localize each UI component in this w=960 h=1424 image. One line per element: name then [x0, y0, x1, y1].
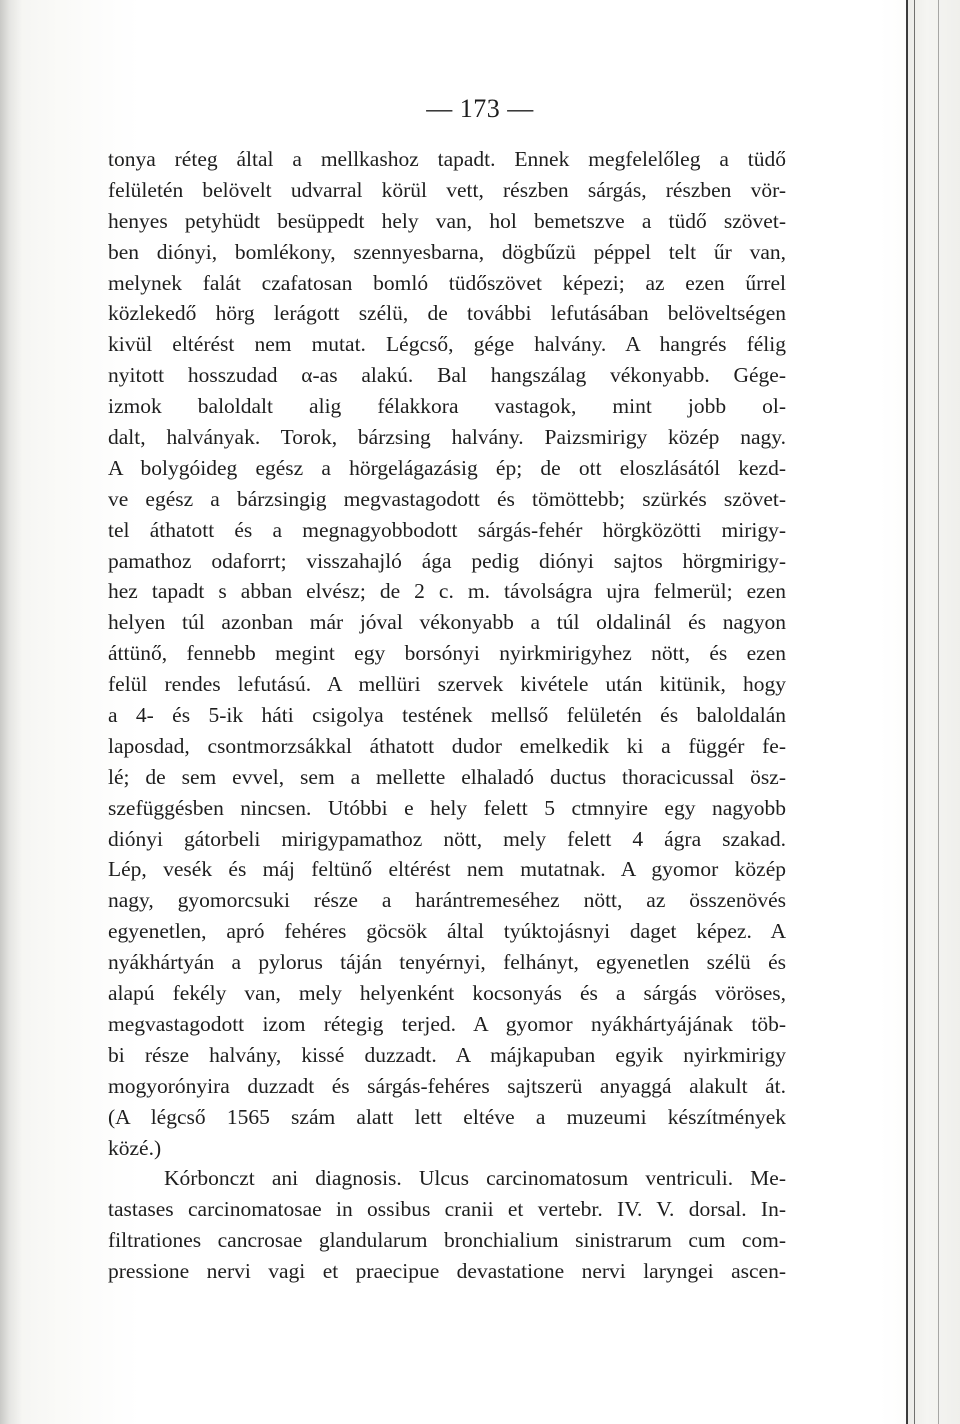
- text-line: pressione nervi vagi et praecipue devastatione nervi laryngei ascen-: [108, 1259, 786, 1284]
- text-line: tastases carcinomatosae in ossibus cranii et vertebr. IV. V. dorsal. In-: [108, 1197, 786, 1222]
- text-line: diónyi gátorbeli mirigypamathoz nött, mely felett 4 ágra szakad.: [108, 826, 786, 851]
- text-line: tonya réteg által a mellkashoz tapadt. Ennek megfelelőleg a tüdő: [108, 147, 786, 171]
- text-line: pamathoz odaforrt; visszahajló ága pedig diónyi sajtos hörgmirigy-: [108, 548, 786, 573]
- text-line: szefüggésben nincsen. Utóbbi e hely felett 5 ctmnyire egy nagyobb: [108, 795, 786, 820]
- text-line: felületén belövelt udvarral körül vett, részben sárgás, részben vör-: [108, 177, 786, 202]
- page-binding-shadow: [0, 0, 22, 1424]
- text-line: nagy, gyomorcsuki része a harántremeséhez nött, az összenövés: [108, 888, 786, 913]
- text-line: lé; de sem evvel, sem a mellette elhaladó ductus thoracicussal ösz-: [108, 764, 786, 789]
- page-number: — 173 —: [426, 94, 534, 123]
- text-line: nyitott hosszudad α-as alakú. Bal hangszálag vékonyabb. Gége-: [108, 363, 786, 388]
- text-line: közé.): [108, 1135, 162, 1160]
- text-line: ben diónyi, bomlékony, szennyesbarna, dögbűzü péppel telt űr van,: [108, 239, 786, 264]
- text-line: megvastagodott izom rétegig terjed. A gyomor nyákhártyájának töb-: [108, 1011, 786, 1036]
- body-text: [108, 144, 786, 1287]
- text-line: a 4- és 5-ik háti csigolya testének mellső felületén és baloldalán: [108, 703, 786, 728]
- page-edge-line: [938, 0, 939, 1424]
- text-line: A bolygóideg egész a hörgelágazásig ép; de ott eloszlásától kezd-: [108, 455, 786, 480]
- text-line: henyes petyhüdt besüppedt hely van, hol bemetszve a tüdő szövet-: [108, 208, 786, 233]
- text-line: közlekedő hörg lerágott szélü, de további lefutásában belöveltségen: [108, 301, 786, 326]
- text-line: izmok baloldalt alig félakkora vastagok, mint jobb ol-: [108, 394, 786, 419]
- text-line: Kórbonczt ani diagnosis. Ulcus carcinomatosum ventriculi. Me-: [164, 1166, 786, 1191]
- page-edge-line: [914, 0, 915, 1424]
- page-edge-line: [906, 0, 908, 1424]
- text-line: nyákhártyán a pylorus táján tenyérnyi, felhányt, egyenetlen szélü és: [108, 950, 786, 975]
- text-line: egyenetlen, apró fehéres göcsök által tyúktojásnyi daget képez. A: [108, 919, 786, 944]
- text-line: bi része halvány, kissé duzzadt. A májkapuban egyik nyirkmirigy: [108, 1042, 786, 1067]
- text-line: alapú fekély van, mely helyenként kocsonyás és a sárgás vöröses,: [108, 981, 786, 1006]
- text-line: kivül eltérést nem mutat. Légcső, gége halvány. A hangrés félig: [108, 332, 786, 357]
- text-line: felül rendes lefutású. A mellüri szervek kivétele után kitünik, hogy: [108, 672, 786, 697]
- text-line: tel áthatott és a megnagyobbodott sárgás-fehér hörgközötti mirigy-: [108, 517, 786, 542]
- text-line: dalt, halványak. Torok, bárzsing halvány. Paizsmirigy közép nagy.: [108, 425, 786, 450]
- text-line: áttünő, fennebb megint egy borsónyi nyirkmirigyhez nött, és ezen: [108, 641, 786, 666]
- text-line: helyen túl azonban már jóval vékonyabb a túl oldalinál és nagyon: [108, 610, 786, 635]
- text-line: (A légcső 1565 szám alatt lett eltéve a muzeumi készítmények: [108, 1104, 786, 1129]
- text-line: laposdad, csontmorzsákkal áthatott dudor emelkedik ki a függér fe-: [108, 733, 786, 758]
- text-line: mogyorónyira duzzadt és sárgás-fehéres sajtszerü anyaggá alakult át.: [108, 1073, 786, 1098]
- text-line: ve egész a bárzsingig megvastagodott és tömöttebb; szürkés szövet-: [108, 486, 786, 511]
- text-line: melynek falát czafatosan bomló tüdőszövet képezi; az ezen űrrel: [108, 270, 786, 295]
- text-line: hez tapadt s abban elvész; de 2 c. m. távolságra ujra felmerül; ezen: [108, 579, 786, 604]
- text-line: Lép, vesék és máj feltünő eltérést nem mutatnak. A gyomor közép: [108, 857, 786, 882]
- text-line: filtrationes cancrosae glandularum bronchialium sinistrarum cum com-: [108, 1228, 786, 1253]
